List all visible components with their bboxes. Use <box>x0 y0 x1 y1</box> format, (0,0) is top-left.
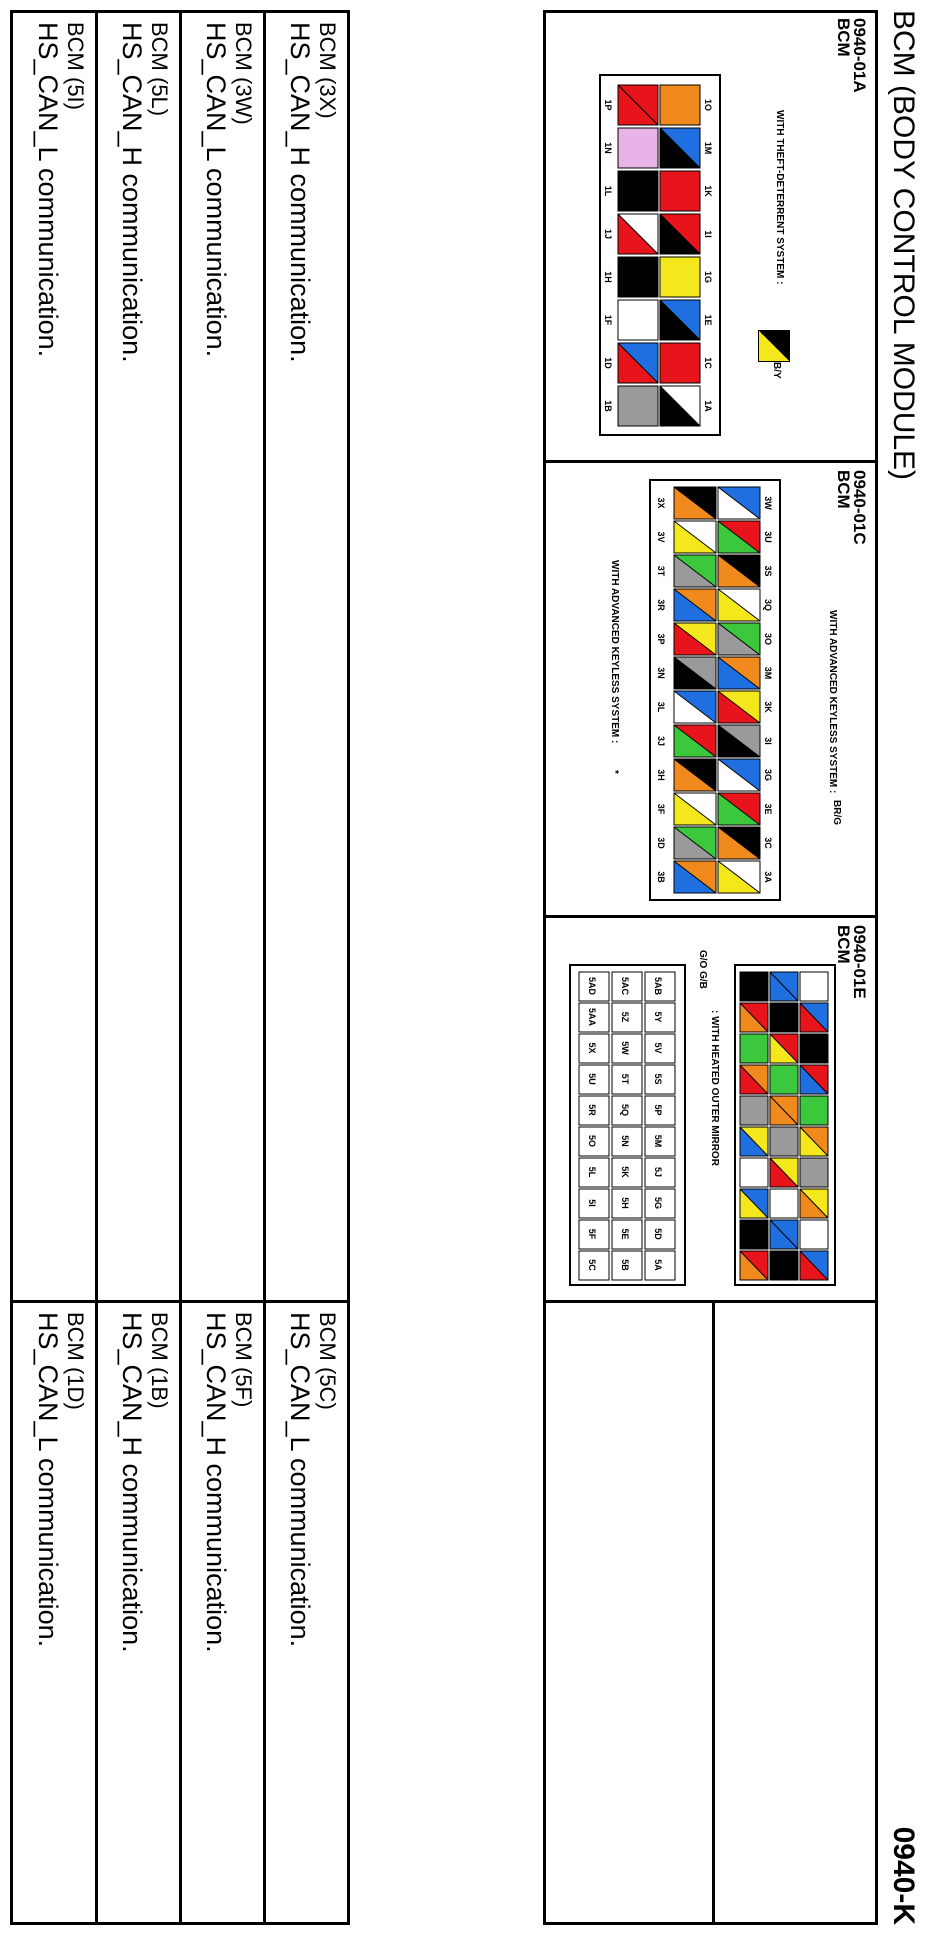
pin-cavity <box>740 1251 768 1280</box>
pin-cavity <box>740 1034 768 1063</box>
note-code: BCM (1D) <box>63 1312 88 1410</box>
pin-label: 5W <box>620 1041 630 1055</box>
pin-cavity <box>674 623 716 655</box>
pin-label: 5Z <box>620 1011 630 1023</box>
pin-cavity <box>660 257 700 297</box>
pin-cavity <box>718 759 760 791</box>
connector-diagram <box>730 960 840 1290</box>
pin-label: 5M <box>653 1134 663 1148</box>
pin-label: 3S <box>763 565 773 577</box>
note-code: BCM (1B) <box>147 1312 172 1409</box>
pin-cavity <box>740 1003 768 1032</box>
pin-cavity <box>800 1158 828 1187</box>
note-description: HS_CAN_H communication. <box>117 1312 147 1653</box>
pin-cavity <box>674 725 716 757</box>
note-description: HS_CAN_H communication. <box>285 22 315 363</box>
pin-label: 1G <box>703 270 713 284</box>
pin-label: 3D <box>656 837 666 849</box>
connector-name: BCM <box>834 925 853 964</box>
connector-name: BCM <box>834 470 853 509</box>
pin-label: 5B <box>620 1259 630 1271</box>
pin-label: 1D <box>603 357 613 369</box>
pin-label: 5Q <box>620 1103 630 1117</box>
pin-label: 5Y <box>653 1011 663 1023</box>
pin-label: 5G <box>653 1196 663 1210</box>
note-code: BCM (5C) <box>315 1312 340 1410</box>
note-code: BCM (5F) <box>231 1312 256 1408</box>
pin-cavity <box>674 691 716 723</box>
pin-label: 1E <box>703 314 713 326</box>
note-code: BCM (5I) <box>63 22 88 110</box>
pin-cavity <box>740 1096 768 1125</box>
pin-cavity <box>618 128 658 168</box>
pin-cavity <box>674 759 716 791</box>
pin-cavity <box>618 85 658 125</box>
pin-cavity <box>718 827 760 859</box>
pin-cavity <box>718 691 760 723</box>
pin-cavity <box>740 1065 768 1094</box>
pin-label: 1C <box>703 357 713 369</box>
pin-label: 5F <box>587 1228 597 1240</box>
pin-label: 5N <box>620 1135 630 1147</box>
pin-label: 3A <box>763 871 773 883</box>
connector-code: 0940-01C <box>850 470 869 545</box>
pin-label: 5T <box>620 1073 630 1085</box>
pin-cavity <box>740 1127 768 1156</box>
pin-cavity <box>718 521 760 553</box>
connector-diagram <box>550 70 750 450</box>
pin-label: 3J <box>656 735 666 747</box>
pin-label: 5V <box>653 1042 663 1054</box>
pin-label: 3R <box>656 599 666 611</box>
pin-cavity <box>740 972 768 1001</box>
pin-cavity <box>660 300 700 340</box>
divider <box>95 10 98 1925</box>
pin-label: 1A <box>703 400 713 412</box>
pin-cavity <box>618 214 658 254</box>
pin-cavity <box>674 827 716 859</box>
pin-label: 1B <box>603 400 613 412</box>
pin-label: 1K <box>703 185 713 197</box>
pin-label: 3M <box>763 666 773 680</box>
pin-cavity <box>618 171 658 211</box>
connector-note: WITH ADVANCED KEYLESS SYSTEM : <box>827 610 838 794</box>
pin-cavity <box>674 793 716 825</box>
pin-label: 3I <box>763 737 773 745</box>
pin-label: 1O <box>703 98 713 112</box>
note-description: HS_CAN_L communication. <box>33 22 63 358</box>
page-title: BCM (BODY CONTROL MODULE) <box>887 10 920 481</box>
connector-name: BCM <box>834 18 853 57</box>
pin-label: 3H <box>656 769 666 781</box>
pin-label: 5AB <box>653 976 663 996</box>
pin-cavity <box>800 1251 828 1280</box>
pin-label: 1I <box>703 230 713 238</box>
pin-label: 3N <box>656 667 666 679</box>
pin-cavity <box>770 1096 798 1125</box>
pin-cavity <box>618 343 658 383</box>
pin-label: 3K <box>763 701 773 713</box>
pin-cavity <box>660 386 700 426</box>
pin-label: 5K <box>620 1166 630 1178</box>
pin-label: 1P <box>603 99 613 111</box>
pin-cavity <box>800 1220 828 1249</box>
pin-label: 5P <box>653 1104 663 1116</box>
pin-cavity <box>660 128 700 168</box>
legend-label: B/Y <box>771 362 782 379</box>
pin-label: 3B <box>656 871 666 883</box>
divider <box>263 10 266 1925</box>
note-description: HS_CAN_H communication. <box>201 1312 231 1653</box>
pin-cavity <box>718 725 760 757</box>
pin-label: 5U <box>587 1073 597 1085</box>
pin-label: 1L <box>603 185 613 197</box>
pin-cavity <box>660 214 700 254</box>
pin-cavity <box>718 589 760 621</box>
pin-cavity <box>660 171 700 211</box>
pin-cavity <box>770 1251 798 1280</box>
pin-label: 3L <box>656 701 666 713</box>
pin-cavity <box>660 343 700 383</box>
pin-cavity <box>740 1220 768 1249</box>
pin-cavity <box>770 1003 798 1032</box>
pin-cavity <box>674 861 716 893</box>
pin-cavity <box>618 257 658 297</box>
pin-cavity <box>740 1189 768 1218</box>
pin-cavity <box>618 386 658 426</box>
note-description: HS_CAN_H communication. <box>117 22 147 363</box>
pin-cavity <box>718 623 760 655</box>
connector-note: WITH THEFT-DETERRENT SYSTEM : <box>774 110 785 285</box>
legend-label: G/O G/B <box>697 950 708 989</box>
pin-cavity <box>800 1003 828 1032</box>
pin-cavity <box>770 1127 798 1156</box>
pin-label: 5C <box>587 1259 597 1271</box>
pin-cavity <box>660 85 700 125</box>
pin-label: 5AD <box>587 976 597 996</box>
pin-label: 3U <box>763 531 773 543</box>
divider <box>543 915 878 918</box>
connector-code: 0940-01E <box>850 925 869 999</box>
pin-label: 5I <box>587 1199 597 1207</box>
pin-label: 3O <box>763 632 773 646</box>
note-description: HS_CAN_L communication. <box>33 1312 63 1648</box>
pin-label: 5AC <box>620 976 630 996</box>
pin-cavity <box>770 1189 798 1218</box>
pin-label: 3X <box>656 497 666 509</box>
pin-cavity <box>674 657 716 689</box>
pin-label: 5A <box>653 1259 663 1271</box>
legend-swatch <box>758 330 790 362</box>
pin-label: 5J <box>653 1166 663 1178</box>
connector-code: 0940-01A <box>850 18 869 93</box>
pin-label: 3G <box>763 768 773 782</box>
connector-diagram <box>560 960 690 1290</box>
pin-label: 1J <box>603 228 613 240</box>
pin-cavity <box>770 1034 798 1063</box>
pin-cavity <box>770 972 798 1001</box>
note-description: HS_CAN_L communication. <box>201 22 231 358</box>
pin-cavity <box>740 1158 768 1187</box>
pin-label: 1N <box>603 142 613 154</box>
pin-cavity <box>800 1096 828 1125</box>
pin-cavity <box>618 300 658 340</box>
pin-cavity <box>800 1189 828 1218</box>
note-code: BCM (5L) <box>147 22 172 117</box>
pin-label: 3T <box>656 565 666 577</box>
pin-cavity <box>800 1034 828 1063</box>
pin-label: 3Q <box>763 598 773 612</box>
pin-label: 5S <box>653 1073 663 1085</box>
page-id: 0940-K <box>887 1826 920 1925</box>
pin-cavity <box>674 555 716 587</box>
pin-cavity <box>800 1127 828 1156</box>
pin-label: 1H <box>603 271 613 283</box>
pin-label: 5L <box>587 1166 597 1178</box>
pin-label: 3P <box>656 633 666 645</box>
pin-cavity <box>770 1065 798 1094</box>
pin-cavity <box>770 1158 798 1187</box>
pin-cavity <box>674 589 716 621</box>
pin-cavity <box>674 521 716 553</box>
legend-label: BR/G <box>831 800 842 825</box>
divider <box>543 460 878 463</box>
divider <box>712 1300 715 1925</box>
pin-cavity <box>718 487 760 519</box>
pin-label: 3E <box>763 803 773 815</box>
pin-label: 1M <box>703 141 713 155</box>
note-description: HS_CAN_L communication. <box>285 1312 315 1648</box>
pin-cavity <box>674 487 716 519</box>
pin-cavity <box>800 972 828 1001</box>
pin-cavity <box>718 793 760 825</box>
connector-note: : WITH HEATED OUTER MIRROR <box>709 1010 720 1166</box>
pin-label: 5H <box>620 1197 630 1209</box>
pin-label: 3V <box>656 531 666 543</box>
divider <box>543 1300 878 1303</box>
pin-label: 5X <box>587 1042 597 1054</box>
connector-diagram <box>620 475 810 905</box>
pin-label: 5E <box>620 1228 630 1240</box>
pin-label: 5R <box>587 1104 597 1116</box>
pin-cavity <box>770 1220 798 1249</box>
divider <box>179 10 182 1925</box>
pin-cavity <box>800 1065 828 1094</box>
pin-cavity <box>718 861 760 893</box>
pin-label: 5O <box>587 1134 597 1148</box>
connector-note: WITH ADVANCED KEYLESS SYSTEM : <box>609 560 620 744</box>
note-code: BCM (3W) <box>231 22 256 125</box>
pin-cavity <box>718 657 760 689</box>
note-code: BCM (3X) <box>315 22 340 119</box>
pin-label: 3W <box>763 496 773 510</box>
pin-label: 1F <box>603 314 613 326</box>
pin-label: 3F <box>656 803 666 815</box>
pin-label: 3C <box>763 837 773 849</box>
legend-label: * <box>609 770 620 774</box>
pin-label: 5AA <box>587 1007 597 1027</box>
pin-label: 5D <box>653 1228 663 1240</box>
pin-cavity <box>718 555 760 587</box>
